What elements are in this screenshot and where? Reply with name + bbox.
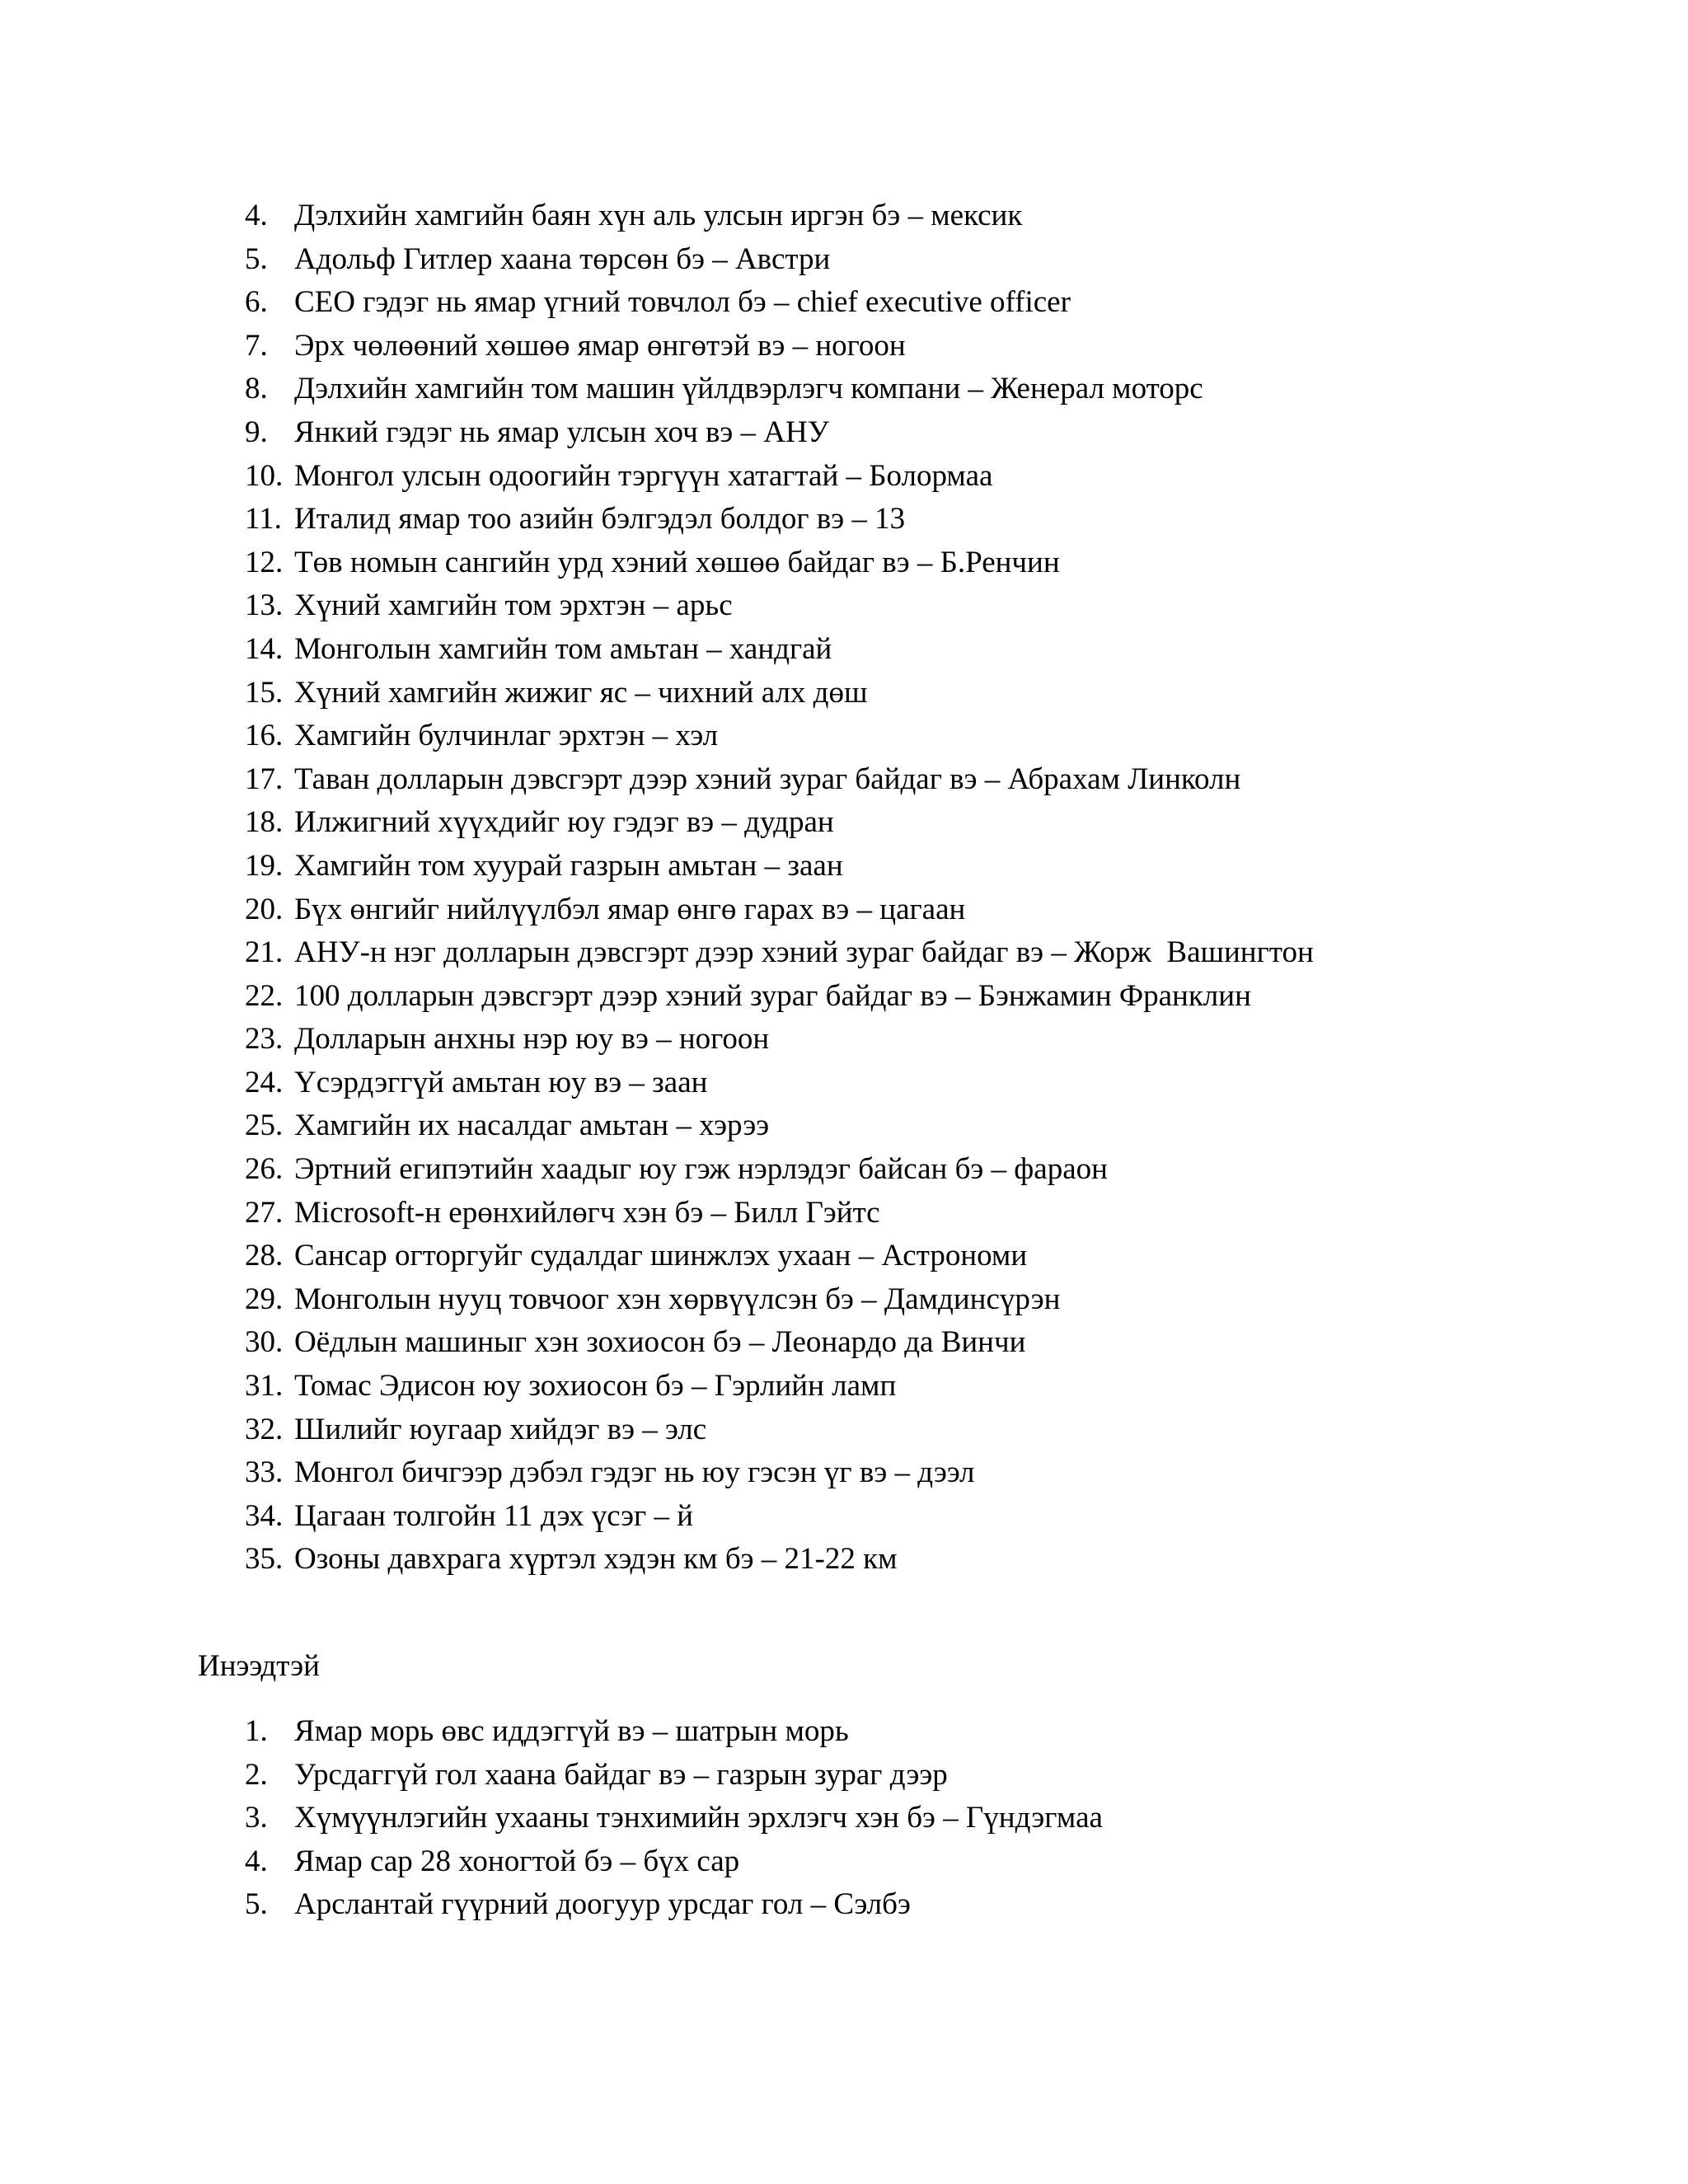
item-number: 7.	[245, 328, 268, 363]
item-text: Монгол улсын одоогийн тэргүүн хатагтай – Болормаа	[294, 458, 993, 493]
item-number: 25.	[245, 1108, 284, 1143]
item-text: Хүний хамгийн том эрхтэн – арьс	[294, 588, 733, 623]
item-number: 20.	[245, 892, 284, 926]
item-text: Microsoft-н ерөнхийлөгч хэн бэ – Билл Гэйтс	[294, 1195, 880, 1230]
item-text: Хүмүүнлэгийн ухааны тэнхимийн эрхлэгч хэн бэ – Гүндэгмаа	[294, 1801, 1103, 1835]
item-number: 3.	[245, 1801, 268, 1835]
item-text: Төв номын сангийн урд хэний хөшөө байдаг вэ – Б.Ренчин	[294, 545, 1060, 579]
item-number: 5.	[245, 241, 268, 276]
item-number: 13.	[245, 588, 284, 623]
item-text: Долларын анхны нэр юу вэ – ногоон	[294, 1022, 770, 1057]
item-text: Озоны давхрага хүртэл хэдэн км бэ – 21-22 км	[294, 1542, 898, 1577]
item-number: 27.	[245, 1195, 284, 1230]
item-text: 100 долларын дэвсгэрт дээр хэний зураг байдаг вэ – Бэнжамин Франклин	[294, 978, 1251, 1013]
item-text: Адольф Гитлер хаана төрсөн бэ – Австри	[294, 241, 831, 276]
item-text: Италид ямар тоо азийн бэлгэдэл болдог вэ – 13	[294, 502, 906, 537]
item-number: 1.	[245, 1714, 268, 1748]
item-number: 17.	[245, 762, 284, 796]
item-text: Томас Эдисон юу зохиосон бэ – Гэрлийн ламп	[294, 1369, 897, 1404]
item-text: Эртний египэтийн хаадыг юу гэж нэрлэдэг байсан бэ – фараон	[294, 1152, 1108, 1187]
item-text: Арслантай гүүрний доогуур урсдаг гол – Сэлбэ	[294, 1887, 911, 1922]
item-text: Янкий гэдэг нь ямар улсын хоч вэ – АНУ	[294, 415, 829, 449]
item-text: Оёдлын машиныг хэн зохиосон бэ – Леонардо да Винчи	[294, 1325, 1026, 1360]
item-number: 18.	[245, 805, 284, 840]
item-number: 9.	[245, 415, 268, 449]
item-number: 6.	[245, 285, 268, 320]
item-text: Цагаан толгойн 11 дэх үсэг – й	[294, 1498, 694, 1533]
item-text: Ямар морь өвс иддэггүй вэ – шатрын морь	[294, 1714, 849, 1748]
item-number: 14.	[245, 631, 284, 666]
item-number: 21.	[245, 935, 284, 970]
item-number: 24.	[245, 1065, 284, 1099]
item-text: CEO гэдэг нь ямар үгний товчлол бэ – chief executive officer	[294, 285, 1071, 320]
item-text: Дэлхийн хамгийн том машин үйлдвэрлэгч компани – Женерал моторс	[294, 372, 1203, 406]
item-text: Ямар сар 28 хоногтой бэ – бүх сар	[294, 1844, 740, 1878]
item-text: Сансар огторгуйг судалдаг шинжлэх ухаан – Астрономи	[294, 1239, 1028, 1273]
item-number: 28.	[245, 1239, 284, 1273]
item-number: 22.	[245, 978, 284, 1013]
item-number: 4.	[245, 1844, 268, 1878]
item-text: Хамгийн том хуурай газрын амьтан – заан	[294, 848, 843, 883]
item-number: 4.	[245, 199, 268, 232]
item-number: 10.	[245, 458, 284, 493]
item-number: 26.	[245, 1152, 284, 1187]
item-number: 19.	[245, 848, 284, 883]
item-text: Хамгийн их насалдаг амьтан – хэрээ	[294, 1108, 770, 1143]
item-text: Үсэрдэггүй амьтан юу вэ – заан	[294, 1065, 708, 1099]
item-number: 5.	[245, 1887, 268, 1922]
item-number: 2.	[245, 1757, 268, 1792]
item-text: Эрх чөлөөний хөшөө ямар өнгөтэй вэ – ногоон	[294, 328, 906, 363]
item-text: Дэлхийн хамгийн баян хүн аль улсын иргэн бэ – мексик	[294, 199, 1023, 232]
item-number: 33.	[245, 1455, 284, 1490]
item-text: Монголын хамгийн том амьтан – хандгай	[294, 631, 832, 666]
item-text: АНУ-н нэг долларын дэвсгэрт дээр хэний зураг байдаг вэ – Жорж Вашингтон	[294, 935, 1314, 970]
item-number: 15.	[245, 675, 284, 710]
item-number: 12.	[245, 545, 284, 579]
item-text: Монгол бичгээр дэбэл гэдэг нь юу гэсэн үг вэ – дээл	[294, 1455, 975, 1490]
item-number: 35.	[245, 1542, 284, 1577]
item-text: Бүх өнгийг нийлүүлбэл ямар өнгө гарах вэ – цагаан	[294, 892, 966, 926]
item-number: 32.	[245, 1412, 284, 1446]
item-number: 34.	[245, 1498, 284, 1533]
item-text: Урсдаггүй гол хаана байдаг вэ – газрын зураг дээр	[294, 1757, 948, 1792]
item-text: Шилийг юугаар хийдэг вэ – элс	[294, 1412, 707, 1446]
item-number: 11.	[245, 502, 282, 537]
item-text: Хүний хамгийн жижиг яс – чихний алх дөш	[294, 675, 868, 710]
item-text: Таван долларын дэвсгэрт дээр хэний зураг байдаг вэ – Абрахам Линколн	[294, 762, 1241, 796]
item-number: 23.	[245, 1022, 284, 1057]
item-number: 16.	[245, 719, 284, 753]
item-text: Монголын нууц товчоог хэн хөрвүүлсэн бэ – Дамдинсүрэн	[294, 1282, 1061, 1316]
item-number: 8.	[245, 372, 268, 406]
item-number: 31.	[245, 1369, 284, 1404]
item-text: Хамгийн булчинлаг эрхтэн – хэл	[294, 719, 719, 753]
item-number: 29.	[245, 1282, 284, 1316]
section-heading: Инээдтэй	[198, 1649, 320, 1683]
item-text: Илжигний хүүхдийг юу гэдэг вэ – дудран	[294, 805, 834, 840]
item-number: 30.	[245, 1325, 284, 1360]
